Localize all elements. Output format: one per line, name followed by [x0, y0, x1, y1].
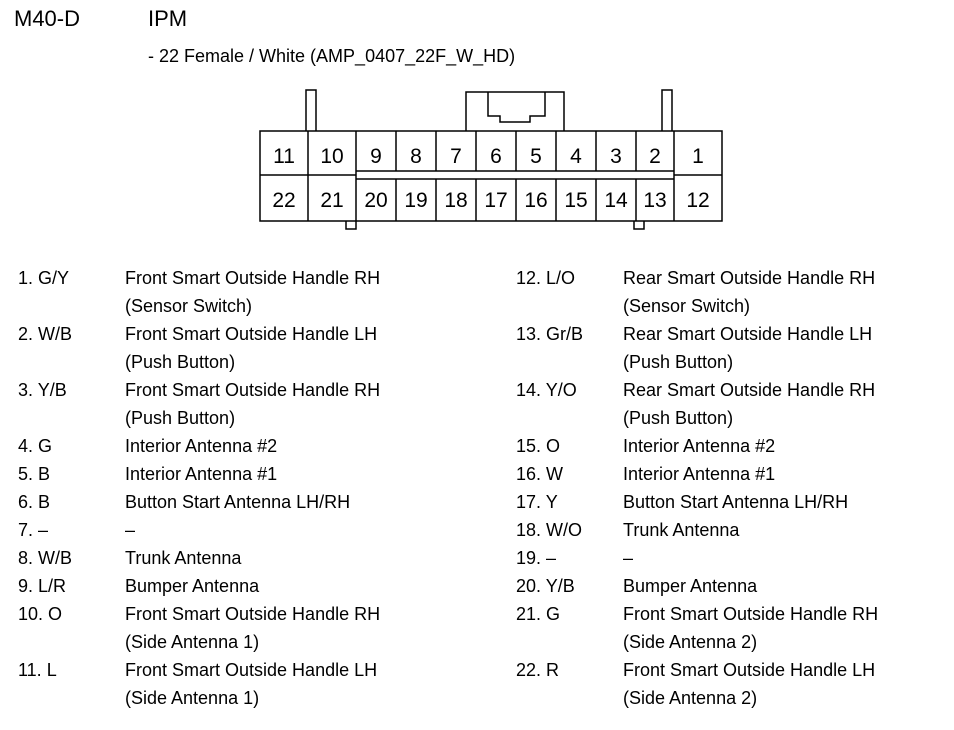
pin-label: 14. Y/O	[516, 380, 577, 400]
pin-description-line: (Side Antenna 1)	[125, 688, 260, 708]
connector-pin-number: 5	[530, 145, 542, 168]
pin-row	[18, 488, 380, 516]
pin-description-line: (Push Button)	[623, 352, 734, 372]
connector-pin-number: 19	[404, 189, 428, 212]
pin-list-left	[18, 264, 380, 712]
connector-pin-number: 10	[320, 145, 344, 168]
pin-description	[623, 572, 757, 600]
pin-description-line: Interior Antenna #2	[623, 436, 776, 456]
pin-description-line: Front Smart Outside Handle RH	[623, 604, 879, 624]
pin-row	[516, 460, 878, 488]
connector-pin-number: 12	[686, 189, 710, 212]
pin-description-line: Button Start Antenna LH/RH	[125, 492, 351, 512]
right-latch	[662, 90, 672, 131]
pin-row	[516, 600, 878, 656]
pin-description-line: (Side Antenna 1)	[125, 632, 260, 652]
connector-pin-number: 18	[444, 189, 468, 212]
pin-row	[18, 516, 380, 544]
connector-pin-number: 3	[610, 145, 622, 168]
connector-pin-number: 14	[604, 189, 628, 212]
connector-name: IPM	[148, 6, 188, 31]
pin-label: 6. B	[18, 492, 51, 512]
pin-description-line: (Side Antenna 2)	[623, 632, 758, 652]
pin-row	[516, 320, 878, 376]
pin-label: 10. O	[18, 604, 63, 624]
pin-label: 1. G/Y	[18, 268, 70, 288]
pin-description	[125, 572, 259, 600]
pin-description-line: (Push Button)	[125, 408, 236, 428]
pin-row	[18, 432, 380, 460]
pin-description	[125, 460, 277, 488]
pin-row	[18, 376, 380, 432]
bottom-key-left	[346, 221, 356, 229]
pin-row	[516, 264, 878, 320]
connector-pin-number: 4	[570, 145, 582, 168]
pin-description	[125, 516, 135, 544]
pin-label: 5. B	[18, 464, 51, 484]
pin-description	[125, 656, 377, 712]
pin-description-line: Front Smart Outside Handle RH	[125, 604, 381, 624]
pin-description	[623, 460, 775, 488]
connector-pin-number: 8	[410, 145, 422, 168]
pin-description	[623, 544, 633, 572]
pin-row	[18, 320, 380, 376]
connector-pin-number: 20	[364, 189, 388, 212]
pin-description-line: (Side Antenna 2)	[623, 688, 758, 708]
connector-pin-number: 22	[272, 189, 296, 212]
pin-row	[18, 460, 380, 488]
pin-description-line: Bumper Antenna	[125, 576, 260, 596]
pin-label: 21. G	[516, 604, 561, 624]
pin-row	[18, 572, 380, 600]
pin-description-line: Trunk Antenna	[125, 548, 242, 568]
connector-diagram	[0, 0, 954, 250]
pin-description-line: Front Smart Outside Handle RH	[125, 380, 381, 400]
pin-label: 15. O	[516, 436, 561, 456]
pin-description	[125, 544, 241, 572]
left-latch	[306, 90, 316, 131]
connector-pin-number: 13	[643, 189, 667, 212]
pin-description	[125, 600, 380, 656]
pin-description-line: Front Smart Outside Handle LH	[623, 660, 876, 680]
pin-description	[125, 376, 380, 432]
pin-row	[18, 264, 380, 320]
connector-pin-number: 6	[490, 145, 502, 168]
pin-row	[18, 656, 380, 712]
pin-description	[623, 432, 775, 460]
pin-row	[516, 656, 878, 712]
pin-label: 12. L/O	[516, 268, 576, 288]
pin-label: 20. Y/B	[516, 576, 575, 596]
pin-description-line: (Push Button)	[623, 408, 734, 428]
bottom-key-right	[634, 221, 644, 229]
connector-pin-number: 9	[370, 145, 382, 168]
connector-id: M40-D	[14, 6, 81, 31]
pin-label: 4. G	[18, 436, 53, 456]
pin-description-line: Rear Smart Outside Handle LH	[623, 324, 873, 344]
pin-row	[18, 544, 380, 572]
connector-pin-number: 2	[649, 145, 661, 168]
pin-description	[125, 432, 277, 460]
pin-row	[18, 600, 380, 656]
pin-row	[516, 516, 878, 544]
connector-pin-number: 7	[450, 145, 462, 168]
pin-description-line: Button Start Antenna LH/RH	[623, 492, 849, 512]
pin-description-line: –	[125, 520, 136, 540]
pin-label: 8. W/B	[18, 548, 73, 568]
pin-label: 9. L/R	[18, 576, 67, 596]
pin-description	[623, 376, 875, 432]
pin-label: 17. Y	[516, 492, 558, 512]
pin-row	[516, 544, 878, 572]
pin-description-line: Interior Antenna #1	[623, 464, 776, 484]
pin-description	[125, 320, 377, 376]
pin-label: 19. –	[516, 548, 557, 568]
connector-pin-number: 15	[564, 189, 588, 212]
pin-description-line: (Push Button)	[125, 352, 236, 372]
pin-description-line: Front Smart Outside Handle LH	[125, 324, 378, 344]
pin-row	[516, 488, 878, 516]
pin-description-line: Interior Antenna #2	[125, 436, 278, 456]
pin-label: 2. W/B	[18, 324, 73, 344]
connector-pin-number: 11	[273, 145, 295, 168]
pin-label: 7. –	[18, 520, 49, 540]
pin-description	[623, 600, 878, 656]
pin-row	[516, 376, 878, 432]
pin-description-line: (Sensor Switch)	[623, 296, 751, 316]
pin-label: 13. Gr/B	[516, 324, 584, 344]
pin-description	[623, 264, 875, 320]
pin-description-line: Front Smart Outside Handle RH	[125, 268, 381, 288]
pin-description	[623, 516, 739, 544]
pin-label: 18. W/O	[516, 520, 583, 540]
pin-label: 16. W	[516, 464, 564, 484]
pin-description-line: –	[623, 548, 634, 568]
pin-description-line: (Sensor Switch)	[125, 296, 253, 316]
pin-description	[623, 488, 848, 516]
pin-description	[623, 320, 872, 376]
pin-description	[623, 656, 875, 712]
connector-pin-number: 17	[484, 189, 508, 212]
pin-row	[516, 572, 878, 600]
connector-pin-number: 16	[524, 189, 548, 212]
pin-description-line: Trunk Antenna	[623, 520, 740, 540]
pin-label: 11. L	[18, 660, 57, 680]
connector-pin-number: 21	[320, 189, 344, 212]
pin-list-right	[516, 264, 878, 712]
pin-label: 3. Y/B	[18, 380, 67, 400]
pin-description-line: Bumper Antenna	[623, 576, 758, 596]
pin-row	[516, 432, 878, 460]
connector-spec: - 22 Female / White (AMP_0407_22F_W_HD)	[148, 46, 516, 66]
pin-description	[125, 488, 350, 516]
pin-description-line: Rear Smart Outside Handle RH	[623, 268, 876, 288]
pin-label: 22. R	[516, 660, 560, 680]
pin-description-line: Front Smart Outside Handle LH	[125, 660, 378, 680]
pin-description-line: Interior Antenna #1	[125, 464, 278, 484]
pin-description-line: Rear Smart Outside Handle RH	[623, 380, 876, 400]
pin-description	[125, 264, 380, 320]
connector-pin-number: 1	[692, 145, 704, 168]
center-lock-tab	[466, 92, 564, 131]
